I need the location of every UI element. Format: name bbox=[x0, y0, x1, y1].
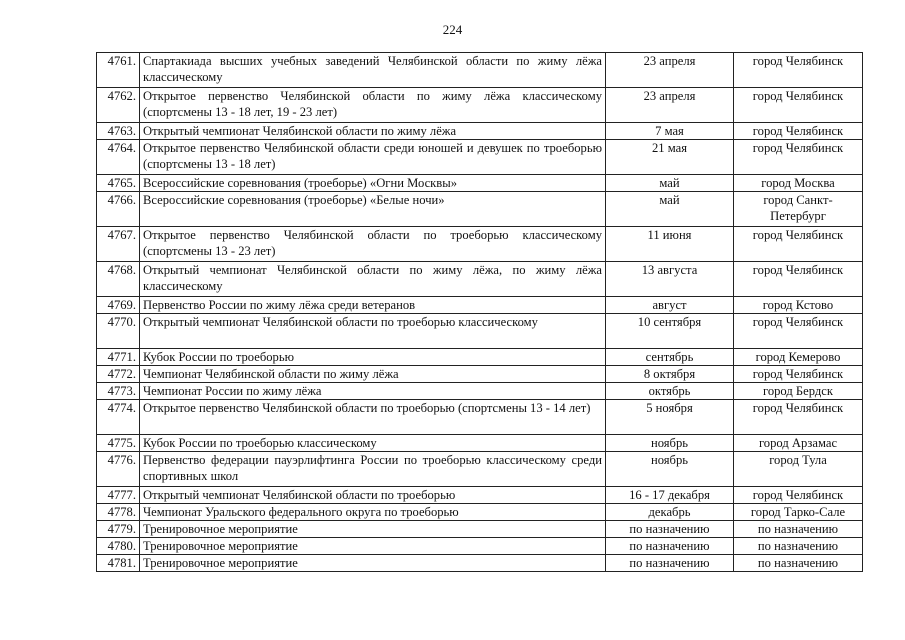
event-place-cell: город Челябинск bbox=[734, 314, 863, 349]
event-number-cell: 4769. bbox=[97, 297, 140, 314]
table-row bbox=[97, 504, 863, 521]
table-row bbox=[97, 487, 863, 504]
table-row bbox=[97, 314, 863, 349]
event-name-cell: Спартакиада высших учебных заведений Челябинской области по жиму лёжа классическому bbox=[140, 53, 606, 88]
event-place-cell: по назначению bbox=[734, 521, 863, 538]
event-date-cell: ноябрь bbox=[606, 452, 734, 487]
table-row bbox=[97, 123, 863, 140]
table-row bbox=[97, 366, 863, 383]
event-place-cell: город Челябинск bbox=[734, 53, 863, 88]
event-number-cell: 4780. bbox=[97, 538, 140, 555]
event-name-cell: Тренировочное мероприятие bbox=[140, 521, 606, 538]
event-date-cell: 23 апреля bbox=[606, 88, 734, 123]
event-date-cell: 5 ноября bbox=[606, 400, 734, 435]
event-place-cell: город Кстово bbox=[734, 297, 863, 314]
event-name-cell: Открытый чемпионат Челябинской области по троеборью классическому bbox=[140, 314, 606, 349]
event-place-cell: город Тарко-Сале bbox=[734, 504, 863, 521]
table-row bbox=[97, 349, 863, 366]
event-place-cell: город Челябинск bbox=[734, 487, 863, 504]
event-number-cell: 4772. bbox=[97, 366, 140, 383]
event-name-cell: Открытое первенство Челябинской области среди юношей и девушек по троеборью (спортсмены 13 - 18 лет) bbox=[140, 140, 606, 175]
event-number-cell: 4761. bbox=[97, 53, 140, 88]
event-place-cell: город Челябинск bbox=[734, 140, 863, 175]
event-place-cell: город Челябинск bbox=[734, 227, 863, 262]
event-date-cell: 10 сентября bbox=[606, 314, 734, 349]
table-row bbox=[97, 53, 863, 88]
table-row bbox=[97, 140, 863, 175]
table-row bbox=[97, 262, 863, 297]
event-place-cell: город Тула bbox=[734, 452, 863, 487]
table-row bbox=[97, 175, 863, 192]
event-number-cell: 4767. bbox=[97, 227, 140, 262]
table-row bbox=[97, 435, 863, 452]
event-place-cell: город Челябинск bbox=[734, 262, 863, 297]
event-date-cell: 16 - 17 декабря bbox=[606, 487, 734, 504]
event-date-cell: 13 августа bbox=[606, 262, 734, 297]
event-name-cell: Кубок России по троеборью классическому bbox=[140, 435, 606, 452]
event-date-cell: 21 мая bbox=[606, 140, 734, 175]
table-row bbox=[97, 538, 863, 555]
event-date-cell: по назначению bbox=[606, 555, 734, 572]
event-number-cell: 4774. bbox=[97, 400, 140, 435]
table-row bbox=[97, 452, 863, 487]
event-name-cell: Первенство федерации пауэрлифтинга России по троеборью классическому среди спортивных школ bbox=[140, 452, 606, 487]
table-row bbox=[97, 227, 863, 262]
table-row bbox=[97, 297, 863, 314]
table-row bbox=[97, 400, 863, 435]
event-date-cell: май bbox=[606, 175, 734, 192]
event-place-cell: город Санкт-Петербург bbox=[734, 192, 863, 227]
event-date-cell: август bbox=[606, 297, 734, 314]
event-name-cell: Тренировочное мероприятие bbox=[140, 538, 606, 555]
event-date-cell: сентябрь bbox=[606, 349, 734, 366]
event-number-cell: 4781. bbox=[97, 555, 140, 572]
event-place-cell: город Арзамас bbox=[734, 435, 863, 452]
event-place-cell: город Челябинск bbox=[734, 88, 863, 123]
event-date-cell: ноябрь bbox=[606, 435, 734, 452]
event-name-cell: Чемпионат Челябинской области по жиму лёжа bbox=[140, 366, 606, 383]
event-place-cell: город Москва bbox=[734, 175, 863, 192]
event-name-cell: Всероссийские соревнования (троеборье) «Белые ночи» bbox=[140, 192, 606, 227]
table-row bbox=[97, 521, 863, 538]
event-number-cell: 4777. bbox=[97, 487, 140, 504]
event-number-cell: 4779. bbox=[97, 521, 140, 538]
event-number-cell: 4775. bbox=[97, 435, 140, 452]
event-name-cell: Чемпионат России по жиму лёжа bbox=[140, 383, 606, 400]
event-date-cell: по назначению bbox=[606, 538, 734, 555]
event-date-cell: по назначению bbox=[606, 521, 734, 538]
event-place-cell: город Челябинск bbox=[734, 123, 863, 140]
page-number: 224 bbox=[442, 22, 463, 37]
event-number-cell: 4770. bbox=[97, 314, 140, 349]
event-date-cell: 11 июня bbox=[606, 227, 734, 262]
event-number-cell: 4762. bbox=[97, 88, 140, 123]
event-date-cell: октябрь bbox=[606, 383, 734, 400]
event-date-cell: май bbox=[606, 192, 734, 227]
event-number-cell: 4768. bbox=[97, 262, 140, 297]
event-name-cell: Открытый чемпионат Челябинской области по жиму лёжа, по жиму лёжа классическому bbox=[140, 262, 606, 297]
event-date-cell: декабрь bbox=[606, 504, 734, 521]
event-date-cell: 23 апреля bbox=[606, 53, 734, 88]
table-row bbox=[97, 555, 863, 572]
event-name-cell: Открытый чемпионат Челябинской области по троеборью bbox=[140, 487, 606, 504]
event-name-cell: Тренировочное мероприятие bbox=[140, 555, 606, 572]
event-name-cell: Первенство России по жиму лёжа среди ветеранов bbox=[140, 297, 606, 314]
event-place-cell: по назначению bbox=[734, 555, 863, 572]
event-place-cell: по назначению bbox=[734, 538, 863, 555]
event-number-cell: 4776. bbox=[97, 452, 140, 487]
event-place-cell: город Кемерово bbox=[734, 349, 863, 366]
events-table-body bbox=[97, 53, 863, 572]
event-number-cell: 4766. bbox=[97, 192, 140, 227]
event-number-cell: 4763. bbox=[97, 123, 140, 140]
event-date-cell: 7 мая bbox=[606, 123, 734, 140]
event-name-cell: Открытое первенство Челябинской области по жиму лёжа классическому (спортсмены 13 - 18 лет, 19 - 23 лет) bbox=[140, 88, 606, 123]
event-place-cell: город Челябинск bbox=[734, 366, 863, 383]
event-number-cell: 4765. bbox=[97, 175, 140, 192]
event-name-cell: Открытое первенство Челябинской области по троеборью (спортсмены 13 - 14 лет) bbox=[140, 400, 606, 435]
event-name-cell: Открытое первенство Челябинской области по троеборью классическому (спортсмены 13 - 23 лет) bbox=[140, 227, 606, 262]
event-place-cell: город Бердск bbox=[734, 383, 863, 400]
event-number-cell: 4773. bbox=[97, 383, 140, 400]
event-place-cell: город Челябинск bbox=[734, 400, 863, 435]
table-row bbox=[97, 88, 863, 123]
table-row bbox=[97, 383, 863, 400]
events-table bbox=[96, 52, 863, 572]
event-number-cell: 4764. bbox=[97, 140, 140, 175]
event-name-cell: Всероссийские соревнования (троеборье) «Огни Москвы» bbox=[140, 175, 606, 192]
event-name-cell: Кубок России по троеборью bbox=[140, 349, 606, 366]
event-number-cell: 4771. bbox=[97, 349, 140, 366]
event-number-cell: 4778. bbox=[97, 504, 140, 521]
event-date-cell: 8 октября bbox=[606, 366, 734, 383]
event-name-cell: Открытый чемпионат Челябинской области по жиму лёжа bbox=[140, 123, 606, 140]
table-row bbox=[97, 192, 863, 227]
event-name-cell: Чемпионат Уральского федерального округа по троеборью bbox=[140, 504, 606, 521]
